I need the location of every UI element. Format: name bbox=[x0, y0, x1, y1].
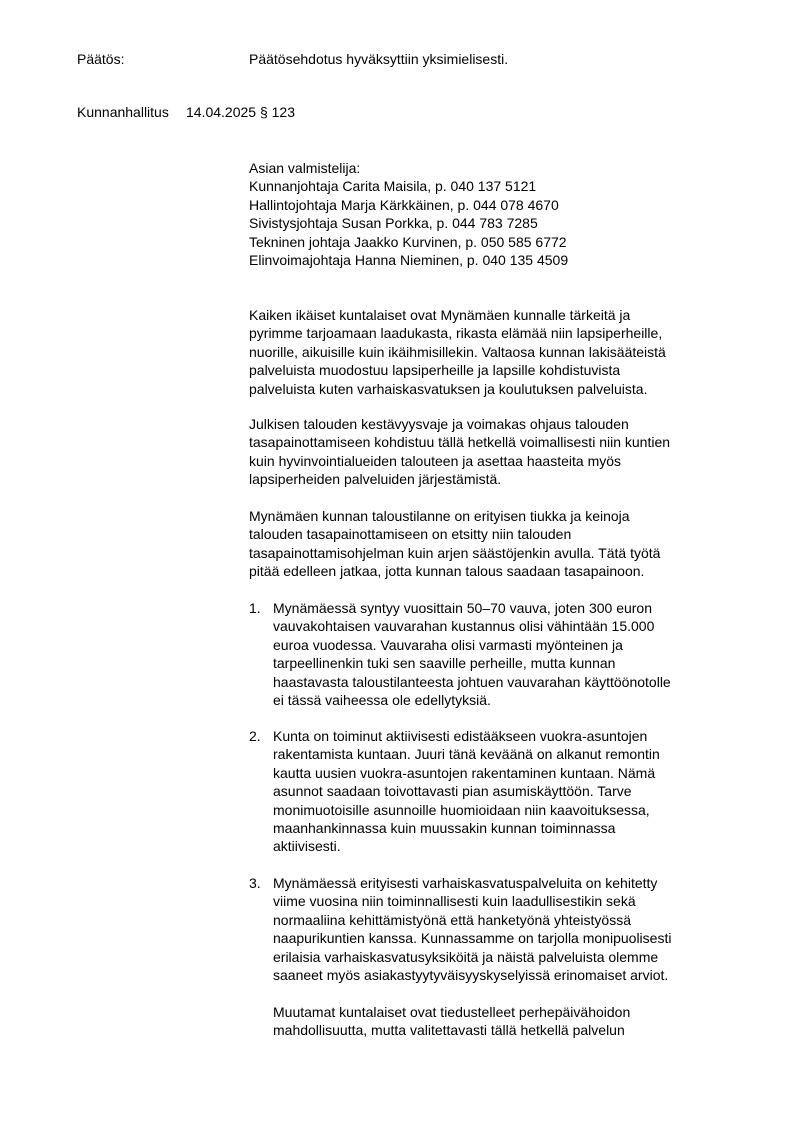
preparer-line: Kunnanjohtaja Carita Maisila, p. 040 137 5121 bbox=[249, 178, 537, 195]
list-item-line: erilaisia varhaiskasvatusyksiköitä ja näistä palveluista olemme bbox=[273, 948, 659, 965]
list-item-line: ei tässä vaiheessa ole edellytyksiä. bbox=[273, 691, 491, 708]
list-item-line: Mynämäessä erityisesti varhaiskasvatuspalveluita on kehitetty bbox=[273, 875, 658, 891]
paragraph-line: Mynämäen kunnan taloustilanne on erityisen tiukka ja keinoja bbox=[249, 508, 630, 524]
paragraph-line: palveluista muodostuu lapsiperheille ja lapsille kohdistuvista bbox=[249, 362, 621, 379]
paragraph-line: palveluista kuten varhaiskasvatuksen ja koulutuksen palveluista. bbox=[249, 380, 648, 397]
list-item-line: viime vuosina niin toiminnallisesti kuin laadullisestikin sekä bbox=[273, 893, 636, 910]
list-item-line: saaneet myös asiakastyytyväisyyskyselyissä erinomaiset arviot. bbox=[273, 966, 669, 983]
list-item-line: vauvakohtaisen vauvarahan kustannus olisi vähintään 15.000 bbox=[273, 618, 655, 635]
list-item-line: euroa vuodessa. Vauvaraha olisi varmasti myönteinen ja bbox=[273, 636, 623, 653]
preparer-line: Hallintojohtaja Marja Kärkkäinen, p. 044 078 4670 bbox=[249, 196, 559, 213]
list-item-line: rakentamista kuntaan. Juuri tänä keväänä on alkanut remontin bbox=[273, 746, 660, 763]
list-item-line: tarpeellinenkin tuki sen saaville perheille, mutta kunnan bbox=[273, 655, 616, 672]
list-item-line: asunnot saadaan toivottavasti pian asumiskäyttöön. Tarve bbox=[273, 783, 632, 800]
paragraph-line: nuorille, aikuisille kuin ikäihmisillekin. Valtaosa kunnan lakisääteistä bbox=[249, 343, 666, 360]
paragraph-line: pitää edelleen jatkaa, jotta kunnan talous saadaan tasapainoon. bbox=[249, 563, 645, 580]
list-number: 2. bbox=[249, 728, 261, 744]
list-subparagraph bbox=[273, 1003, 630, 1040]
list-item-line: monimuotoisille asunnoille huomioidaan niin kaavoituksessa, bbox=[273, 801, 650, 818]
list-number: 3. bbox=[249, 875, 261, 891]
paragraph-line: tasapainottamiseen kohdistuu tällä hetkellä voimallisesti niin kuntien bbox=[249, 434, 671, 451]
paragraph-line: kuin hyvinvointialueiden talouteen ja asettaa haasteita myös bbox=[249, 452, 622, 469]
paragraph-line: lapsiperheiden palveluiden järjestämistä. bbox=[249, 471, 502, 488]
list-item-line: Mynämäessä syntyy vuosittain 50–70 vauva, joten 300 euron bbox=[273, 600, 653, 616]
meeting-date-section: 14.04.2025 § 123 bbox=[186, 104, 295, 120]
paragraph-2 bbox=[249, 415, 670, 489]
preparer-line: Sivistysjohtaja Susan Porkka, p. 044 783 7285 bbox=[249, 215, 538, 232]
list-number: 1. bbox=[249, 600, 261, 616]
subparagraph-line: mahdollisuutta, mutta valitettavasti tällä hetkellä palvelun bbox=[273, 1022, 625, 1039]
paragraph-1 bbox=[249, 306, 666, 398]
preparer-line: Tekninen johtaja Jaakko Kurvinen, p. 050 585 6772 bbox=[249, 233, 567, 250]
preparers-block bbox=[249, 159, 568, 269]
decision-text: Päätösehdotus hyväksyttiin yksimielisesti. bbox=[249, 51, 509, 67]
list-item-line: normaaliina kehittämistyönä että hanketyönä yhteistyössä bbox=[273, 911, 631, 928]
paragraph-line: Julkisen talouden kestävyysvaje ja voimakas ohjaus talouden bbox=[249, 416, 629, 432]
paragraph-line: pyrimme tarjoamaan laadukasta, rikasta elämää niin lapsiperheille, bbox=[249, 325, 663, 342]
decision-label: Päätös: bbox=[77, 51, 125, 67]
meeting-body: Kunnanhallitus bbox=[77, 104, 169, 120]
paragraph-line: talouden tasapainottamiseen on etsitty niin talouden bbox=[249, 526, 572, 543]
paragraph-3 bbox=[249, 507, 660, 581]
list-item-line: kautta uusien vuokra-asuntojen rakentaminen kuntaan. Nämä bbox=[273, 764, 656, 781]
paragraph-line: tasapainottamisohjelman kuin arjen säästöjenkin avulla. Tätä työtä bbox=[249, 544, 661, 561]
list-item-line: aktiivisesti. bbox=[273, 838, 341, 855]
preparers-heading: Asian valmistelija: bbox=[249, 160, 361, 176]
preparer-line: Elinvoimajohtaja Hanna Nieminen, p. 040 135 4509 bbox=[249, 251, 569, 268]
list-item-line: haastavasta taloustilanteesta johtuen vauvarahan käyttöönotolle bbox=[273, 673, 671, 690]
list-item-line: naapurikuntien kanssa. Kunnassamme on tarjolla monipuolisesti bbox=[273, 930, 672, 947]
paragraph-line: Kaiken ikäiset kuntalaiset ovat Mynämäen kunnalle tärkeitä ja bbox=[249, 307, 631, 323]
subparagraph-line: Muutamat kuntalaiset ovat tiedustelleet perhepäivähoidon bbox=[273, 1004, 631, 1020]
list-item-line: maanhankinnassa kuin muussakin kunnan toiminnassa bbox=[273, 819, 616, 836]
list-item-line: Kunta on toiminut aktiivisesti edistääkseen vuokra-asuntojen bbox=[273, 728, 648, 744]
